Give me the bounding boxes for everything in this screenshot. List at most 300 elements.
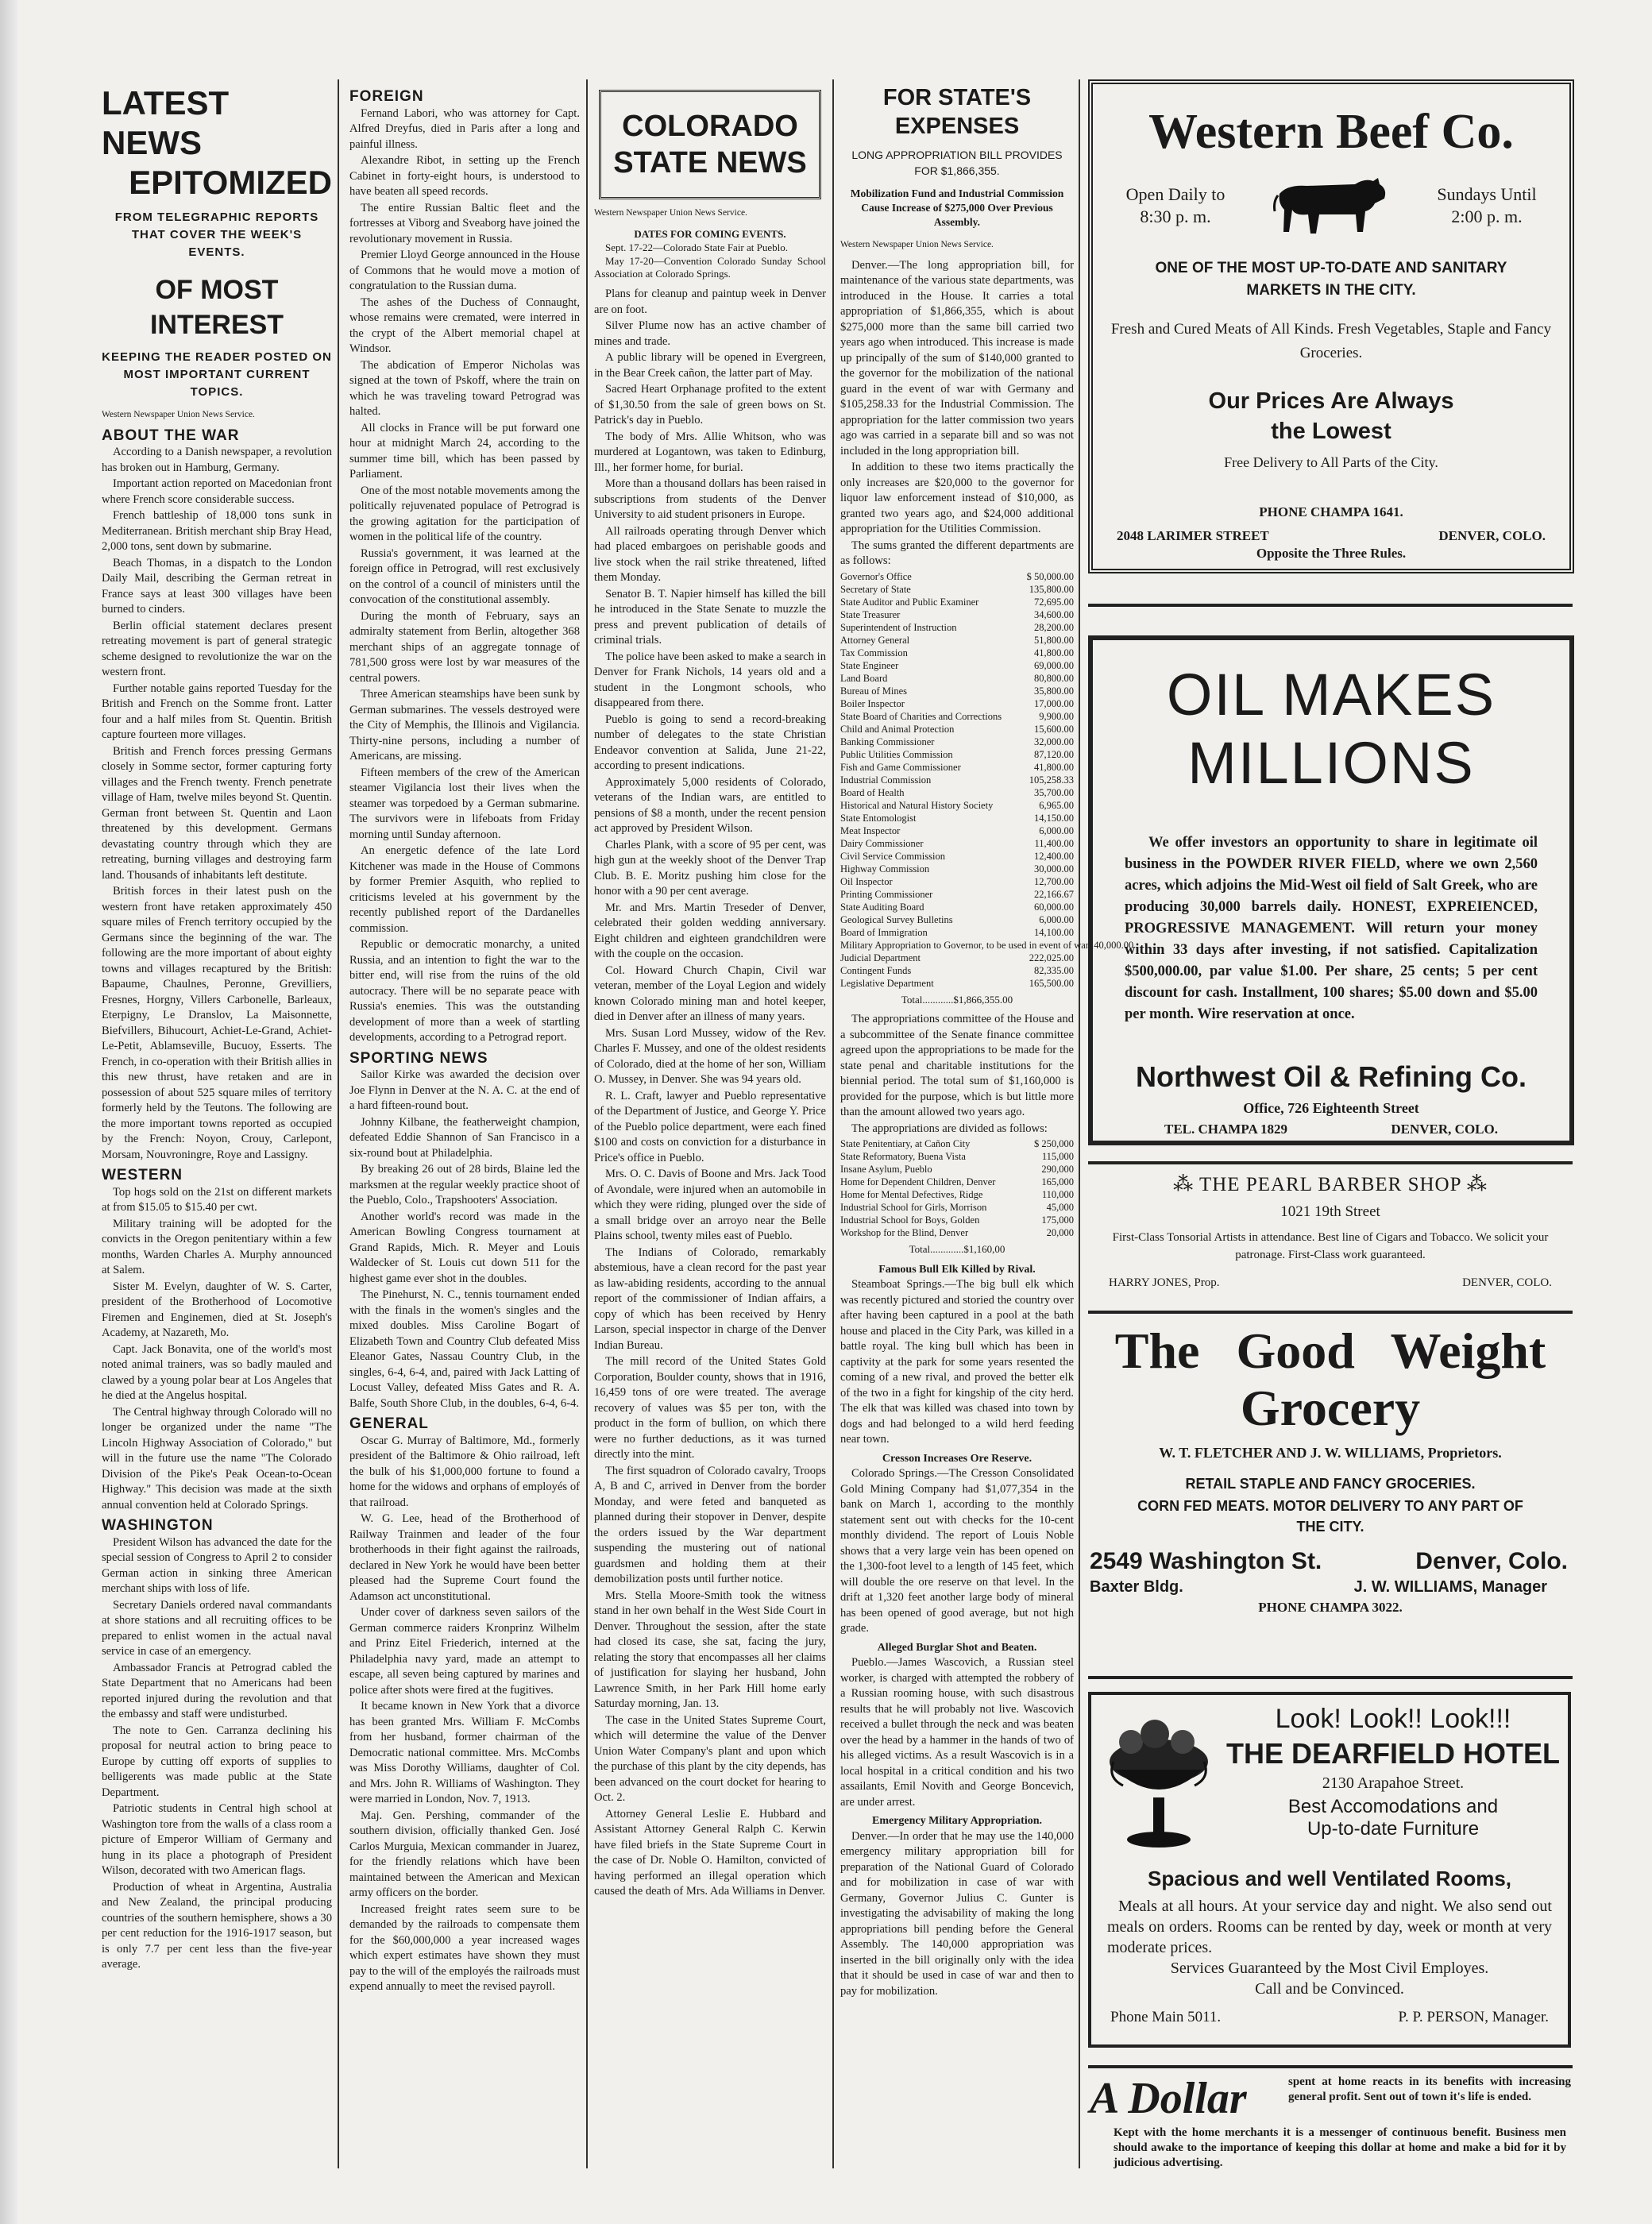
news-item: During the month of February, says an admiralty statement from Berlin, altogether 368 merchant ships of an aggregate tonnage of 781,500 gross were lost by war measures of the central powers. (349, 609, 580, 685)
ad-line-sanitary: ONE OF THE MOST UP-TO-DATE AND SANITARY MARKETS IN THE CITY. (1155, 260, 1507, 299)
story-heading: Emergency Military Appropriation. (872, 1815, 1042, 1827)
section-about-the-war: ABOUT THE WAR (102, 427, 240, 444)
column-latest-news (102, 83, 332, 2164)
section-general: GENERAL (349, 1415, 429, 1432)
ad-city: DENVER, COLO. (1438, 528, 1546, 543)
column-rule (586, 79, 588, 2168)
ad-address: 2048 LARIMER STREET (1117, 528, 1269, 543)
row-amount: 6,000.00 (1039, 824, 1074, 836)
row-amount: 32,000.00 (1034, 736, 1074, 747)
row-amount: 51,800.00 (1034, 634, 1074, 646)
ad-title: Western Beef Co. (1148, 105, 1514, 159)
ad-title-good-weight: The Good Weight (1114, 1322, 1546, 1379)
ad-a-dollar (1090, 2075, 1571, 2170)
ad-good-weight-grocery (1090, 1322, 1571, 1672)
row-label: Board of Health (840, 786, 905, 798)
news-item: A public library will be opened in Evergreen, in the Bear Creek cañon, the latter part of May. (594, 351, 826, 380)
news-item: Under cover of darkness seven sailors of the German commerce raiders Kronprinz Wilhelm and Prinz Eitel Friederich, interned at the Philadelphia navy yard, made an attempt to escape, all seven being captured by marines and police after shots were fired at the fugitives. (349, 1606, 580, 1697)
date-item: May 17-20—Convention Colorado Sunday School Association at Colorado Springs. (594, 255, 826, 280)
news-item: Secretary Daniels ordered naval commandants at shore stations and all recruiting offices to be prepared to enlist women in the actual naval service in case of an emergency. (102, 1598, 332, 1658)
table-row (840, 583, 1074, 596)
news-item: The first squadron of Colorado cavalry, Troops A, B and C, arrived in Denver from the border Monday, and were feted and banqueted as planned during their stopover in Denver, despite the orders issued by the War department suspending the mustering out of national guardsmen and holding them at their demobilization posts until further notice. (594, 1464, 826, 1585)
ad-title-millions: MILLIONS (1187, 730, 1475, 796)
row-label: Military Appropriation to Governor, to be used in event of war (840, 939, 1089, 951)
row-amount: 41,800.00 (1034, 761, 1074, 773)
row-label: Bureau of Mines (840, 685, 908, 697)
news-item: Attorney General Leslie E. Hubbard and Assistant Attorney General Ralph C. Kerwin have filed briefs in the State Supreme Court in the case of Dr. Noble O. Hamilton, convicted of having performed an illegal operation which caused the death of Mrs. Ada Williams in Denver. (594, 1807, 826, 1898)
ad-line-call: Call and be Convinced. (1255, 1980, 1404, 1998)
ad-proprietors: W. T. FLETCHER AND J. W. WILLIAMS, Proprietors. (1159, 1445, 1502, 1461)
section-foreign: FOREIGN (349, 88, 424, 105)
news-item: Ambassador Francis at Petrograd cabled the State Department that no Americans had been reported injured during the revolution and that the embassy and staff were undisturbed. (102, 1661, 332, 1720)
table-row (840, 621, 1074, 634)
ad-building: Baxter Bldg. (1090, 1578, 1183, 1596)
institutions-total: Total.............$1,160,00 (909, 1243, 1005, 1255)
ad-company: Northwest Oil & Refining Co. (1136, 1060, 1527, 1093)
ad-separator (1088, 1311, 1573, 1314)
fruit-bowl-icon (1099, 1706, 1218, 1865)
table-row (840, 1188, 1074, 1201)
table-row (840, 710, 1074, 723)
news-item: The abdication of Emperor Nicholas was signed at the town of Pskoff, where the train on which he was traveling toward Petrograd was halted. (349, 358, 580, 418)
subhead-appropriation: LONG APPROPRIATION BILL PROVIDES FOR $1,866,355. (851, 149, 1063, 177)
row-label: State Treasurer (840, 608, 901, 620)
row-label: Secretary of State (840, 583, 911, 595)
news-item: Steamboat Springs.—The big bull elk which was recently pictured and storied the country over after having been captured in a pool at the bath house and placed in the City Park, was killed in a battle royal. The king bull which has been in captivity at the park for some years resented the coming of a new rival, and proved the better elk of the two in a fight for kingship of the city herd. The elk that was killed was chased into town by dogs and had belonged to a wild herd feeding near town. (840, 1278, 1074, 1446)
news-item: Plans for cleanup and paintup week in Denver are on foot. (594, 288, 826, 316)
news-item: The body of Mrs. Allie Whitson, who was murdered at Logantown, was taken to Edinburg, Ill., her former home, for burial. (594, 430, 826, 474)
news-item: Fernand Labori, who was attorney for Capt. Alfred Dreyfus, died in Paris after a long and painful illness. (349, 106, 580, 151)
news-item: Col. Howard Church Chapin, Civil war veteran, member of the Loyal Legion and widely known Colorado mining man and hotel keeper, died in Denver after an illness of many years. (594, 963, 826, 1023)
ornament-icon: ⁂ (1173, 1174, 1199, 1195)
column-rule (1079, 79, 1080, 2168)
news-item: One of the most notable movements among the politically rejuvenated populace of Petrograd is the growing agitation for the participation of women in the political life of the country. (349, 484, 581, 543)
row-amount: 35,800.00 (1034, 685, 1074, 697)
table-row (840, 952, 1074, 964)
news-item: The sums granted the different departments are as follows: (840, 539, 1074, 567)
news-item: Johnny Kilbane, the featherweight champion, defeated Eddie Shannon of San Francisco in a six-round bout at Philadelphia. (349, 1115, 580, 1160)
page-edge (0, 0, 17, 2224)
row-label: State Auditor and Public Examiner (840, 596, 979, 608)
news-item: All railroads operating through Denver which had placed embargoes on perishable goods and live stock when the rail strike threatened, lifted them Monday. (594, 524, 826, 584)
table-row (840, 1176, 1074, 1188)
ad-hours-weekday: Open Daily to 8:30 p. m. (1125, 184, 1225, 226)
row-label: Geological Survey Bulletins (840, 913, 953, 925)
row-amount: 41,800.00 (1034, 647, 1074, 658)
appropriation-total: Total............$1,866,355.00 (901, 993, 1013, 1006)
row-amount: 28,200.00 (1034, 621, 1074, 633)
news-item: Silver Plume now has an active chamber of mines and trade. (594, 319, 826, 348)
news-service-credit: Western Newspaper Union News Service. (840, 240, 994, 249)
news-item: Senator B. T. Napier himself has killed the bill he introduced in the State Senate to muzzle the press and prevent publication of details of criminal trials. (594, 587, 826, 647)
ad-manager: J. W. WILLIAMS, Manager (1353, 1578, 1547, 1596)
ad-oil-millions (1088, 635, 1574, 1145)
ad-city: Denver, Colo. (1415, 1548, 1568, 1574)
row-amount: 82,335.00 (1034, 964, 1074, 976)
column-foreign-news (349, 89, 580, 2170)
ad-phone: TEL. CHAMPA 1829 (1164, 1122, 1288, 1137)
news-item: It became known in New York that a divorce has been granted Mrs. William F. McCombs from her husband, former chairman of the Democratic national committee. Mrs. McCombs was Miss Dorothy Williams, daughter of Col. and Mrs. John R. Williams of Washington. They were married in London, Nov. 7, 1913. (349, 1700, 580, 1805)
news-item: Premier Lloyd George announced in the House of Commons that he would move a motion of congratulation to the Russian duma. (349, 249, 580, 292)
row-label: Industrial Commission (840, 774, 932, 786)
news-item: Production of wheat in Argentina, Australia and New Zealand, the principal producing countries of the southern hemisphere, shows a 30 per cent reduction for the 1916-1917 season, but is only 7.7 per cent less than the five-year average. (102, 1880, 332, 1971)
row-label: Civil Service Commission (840, 850, 945, 862)
news-item: Capt. Jack Bonavita, one of the world's most noted animal trainers, was so badly mauled and clawed by a young polar bear at Los Angeles that he died at the Angelus hospital. (102, 1342, 332, 1402)
ad-western-beef (1088, 79, 1574, 573)
news-item: The mill record of the United States Gold Corporation, Boulder county, shows that in 1916, 16,459 tons of ore were treated. The average recovery of values was $5 per ton, with the product in the form of bullion, on which there were no further deductions, as it was turned directly into the mint. (594, 1355, 826, 1461)
row-label: Meat Inspector (840, 824, 901, 836)
row-label: Oil Inspector (840, 875, 893, 887)
news-item: Sister M. Evelyn, daughter of W. S. Carter, president of the Brotherhood of Locomotive Firemen and Enginemen, died at St. Joseph's Academy, at Nazareth, Mo. (102, 1280, 332, 1339)
news-item: Maj. Gen. Pershing, commander of the southern division, officially thanked Gen. José Carlos Murguia, Mexican commander in Juarez, for the friendly relations which have been maintained between the American and Mexican army officers on the border. (349, 1809, 580, 1899)
row-label: State Auditing Board (840, 901, 924, 913)
row-label: Attorney General (840, 634, 910, 646)
row-label: State Board of Charities and Corrections (840, 710, 1002, 722)
news-item: Republic or democratic monarchy, a united Russia, and an intention to fight the war to the bitter end, will rise from the ruins of the old autocracy. There will be no separate peace with Russia's enemies. This was the outstanding development of more than a week of startling developments, according to a Petrograd report. (349, 938, 580, 1044)
column-colorado-news (594, 83, 826, 2164)
row-amount: 34,600.00 (1034, 608, 1074, 620)
story-heading: Cresson Increases Ore Reserve. (882, 1452, 1032, 1465)
colorado-state-news-box (599, 90, 821, 199)
row-label: Fish and Game Commissioner (840, 761, 961, 773)
row-amount: 290,000 (1041, 1164, 1074, 1175)
row-label: Boiler Inspector (840, 697, 905, 709)
row-amount: 60,000.00 (1034, 901, 1074, 913)
ad-body: Kept with the home merchants it is a messenger of continuous benefit. Business men should awake to the importance of keeping this dollar at home and make a bid for it by judicious advertising. (1114, 2126, 1566, 2169)
ad-city: DENVER, COLO. (1391, 1122, 1498, 1137)
row-amount: 110,000 (1041, 1189, 1074, 1200)
news-item: The ashes of the Duchess of Connaught, whose remains were cremated, were interred in the crypt of the Albert memorial chapel at Windsor. (349, 295, 580, 355)
news-item: In addition to these two items practically the only increases are $20,000 to the governor for liquor law enforcement instead of $10,000, as granted two years ago, and $24,000 additional appropriation for the Utilities Commission. (840, 461, 1074, 535)
news-service-credit: Western Newspaper Union News Service. (102, 410, 255, 419)
news-item: Denver.—The long appropriation bill, for maintenance of the various state departments, was introduced in the House. It carries a total appropriation of $1,866,355, which is about $275,000 more than the same bill carried two years ago when introduced. This increase is made up principally of the sum of $140,000 granted to the governor for the mobilization of the national guard in the event of war with Germany and $105,258.33 for the Industrial Commission. The appropriation for the latter commission two years ago was carried in a separate bill and so was not included in the long appropriation bill. (840, 258, 1074, 458)
news-item: Pueblo is going to send a record-breaking number of delegates to the state Christian Endeavor convention at Salida, June 21-22, according to present indications. (594, 712, 826, 772)
column-rule (338, 79, 339, 2168)
ad-line-services: Services Guaranteed by the Most Civil Employes. (1170, 1960, 1489, 1977)
news-item: According to a Danish newspaper, a revolution has broken out in Hamburg, Germany. (102, 446, 332, 474)
news-item: Patriotic students in Central high school at Washington tore from the walls of a class room a picture of Emperor William of Germany and hung in its place a photograph of President Wilson, decorated with two American flags. (102, 1802, 332, 1877)
table-row (840, 913, 1074, 926)
news-item: Top hogs sold on the 21st on different markets at from $15.05 to $15.40 per cwt. (102, 1185, 332, 1214)
row-amount: 9,900.00 (1039, 710, 1074, 722)
table-row (840, 786, 1074, 799)
row-label: Public Utilities Commission (840, 748, 953, 760)
row-amount: 87,120.00 (1034, 748, 1074, 760)
news-item: R. L. Craft, lawyer and Pueblo representative of the Department of Justice, and George Y. Price of the Pueblo police department, were each fined $100 and costs on conviction for a disturbance in Price's office in Pueblo. (594, 1089, 826, 1164)
ad-title-oil: OIL MAKES (1166, 662, 1496, 728)
news-item: By breaking 26 out of 28 birds, Blaine led the marksmen at the regular weekly practice shoot of the Pueblo, Colo., Trapshooters' Association. (349, 1163, 580, 1207)
row-amount: 135,800.00 (1029, 583, 1074, 595)
row-label: Judicial Department (840, 952, 921, 963)
row-label: Child and Animal Protection (840, 723, 955, 735)
ad-pearl-barber (1090, 1172, 1571, 1289)
news-item: Russia's government, it was learned at the foreign office in Petrograd, will rest exclusively on the control of a council of ministers until the convocation of the constitutional assembly. (349, 546, 580, 606)
row-amount: 222,025.00 (1029, 952, 1074, 963)
news-item: Denver.—In order that he may use the 140,000 emergency military appropriation bill for preparation of the National Guard of Colorado and for mobilization in case of war with Germany, Governor Julius C. Gunter is investigating the advisability of making the long appropriations bill pending before the General Assembly. The 140,000 appropriation was inserted in the bill originally only with the idea that it should be used in case of war and then to pay for mobilization. (840, 1829, 1074, 1998)
row-amount: 6,965.00 (1039, 799, 1074, 811)
news-item: The Indians of Colorado, remarkably abstemious, have a clean record for the past year as law-abiding residents, according to the annual report of the commissioner of Indian affairs, a copy of which has been received by Henry Larson, special inspector in charge of the Denver Indian Bureau. (594, 1245, 826, 1352)
row-label: Board of Immigration (840, 926, 928, 938)
ad-line-meats: Fresh and Cured Meats of All Kinds. Fresh Vegetables, Staple and Fancy Groceries. (1110, 321, 1552, 361)
row-amount: 115,000 (1041, 1151, 1074, 1162)
table-row (840, 672, 1074, 685)
table-row (840, 685, 1074, 697)
ad-landmark: Opposite the Three Rules. (1256, 546, 1407, 561)
row-amount: 175,000 (1041, 1214, 1074, 1226)
table-row (840, 926, 1074, 939)
news-item: More than a thousand dollars has been raised in subscriptions from students of the Denver University to aid student prisoners in Europe. (594, 477, 827, 521)
news-item: Pueblo.—James Wascovich, a Russian steel worker, is charged with attempted the robbery of a Russian rooming house, with such disastrous results that he will probably not live. Wascovich received a bullet through the neck and was beaten over the head by a hammer in the hands of two of his alleged victims. As a result Wascovich is in a local hospital in a critical condition and his two assailants, Emil Novith and George Boncevich, are under arrest. (840, 1656, 1074, 1809)
ad-line-staple: RETAIL STAPLE AND FANCY GROCERIES. (1185, 1476, 1476, 1492)
table-row (840, 850, 1074, 863)
deck-mobilization: Mobilization Fund and Industrial Commission Cause Increase of $275,000 Over Previous Assembly. (850, 187, 1064, 228)
news-item: Alexandre Ribot, in setting up the French Cabinet in forty-eight hours, is understood to have beaten all speed records. (349, 154, 580, 198)
ad-title: THE PEARL BARBER SHOP (1198, 1174, 1461, 1195)
ad-title: A Dollar (1090, 2074, 1247, 2123)
row-amount: $ 50,000.00 (1026, 570, 1074, 582)
table-row (840, 939, 1134, 952)
news-item: President Wilson has advanced the date for the special session of Congress to April 2 to consider German action in sinking three American merchant ships with loss of life. (102, 1535, 332, 1595)
table-row (840, 761, 1074, 774)
news-item: The appropriations are divided as follows: (851, 1122, 1048, 1135)
table-row (840, 863, 1074, 875)
row-label: Printing Commissioner (840, 888, 933, 900)
row-amount: 80,800.00 (1034, 672, 1074, 684)
news-item: Mrs. O. C. Davis of Boone and Mrs. Jack Tood of Avondale, were injured when an automobile in which they were riding, plunged over the side of a small bridge over an arroyo near the Belle Plains school, twenty miles east of Pueblo. (594, 1168, 826, 1242)
table-row (840, 634, 1074, 647)
news-service-credit: Western Newspaper Union News Service. (594, 208, 747, 218)
row-label: Governor's Office (840, 570, 912, 582)
table-row (840, 875, 1074, 888)
row-label: Tax Commission (840, 647, 908, 658)
ad-line-delivery: Free Delivery to All Parts of the City. (1224, 454, 1438, 470)
date-item: Sept. 17-22—Colorado State Fair at Pueblo. (605, 241, 789, 253)
row-label: Banking Commissioner (840, 736, 935, 747)
row-amount: 45,000 (1046, 1202, 1074, 1213)
news-item: Colorado Springs.—The Cresson Consolidated Gold Mining Company had $1,077,354 in the bank on March 1, according to the monthly statement sent out with checks for the 10-cent monthly dividend. The report of Louis Noble shows that a very large vein has been opened on the 1,300-foot level to a length of 145 feet, which will double the ore reserve on that level. In the drift at 1,320 feet another large body of mineral has been opened of good average, but not high grade. (840, 1467, 1074, 1635)
cow-icon (1272, 170, 1391, 241)
news-item: The Central highway through Colorado will no longer be organized under the name "The Lincoln Highway Association of Colorado," but will in the future use the name "The Colorado Division of the Pike's Peak Ocean-to-Ocean Highway." This decision was made at the sixth annual convention held at Colorado Springs. (102, 1405, 332, 1512)
table-row (840, 977, 1074, 990)
row-label: State Entomologist (840, 812, 917, 824)
row-amount: 14,100.00 (1034, 926, 1074, 938)
ad-phone: PHONE CHAMPA 3022. (1258, 1600, 1403, 1615)
news-item: Mrs. Susan Lord Mussey, widow of the Rev. Charles F. Mussey, and one of the oldest residents of Colorado, died at the home of her son, William O. Mussey, in Denver. She was 94 years old. (594, 1026, 826, 1086)
ornament-icon: ⁂ (1461, 1174, 1488, 1195)
ad-city: DENVER, COLO. (1462, 1276, 1552, 1289)
table-row (840, 901, 1074, 913)
news-item: Increased freight rates seem sure to be demanded by the railroads to compensate them for the $60,000,000 a year increased wages which expert estimates have shown they must pay to the will of the employés the railroads must expend annually to meet the revised payroll. (349, 1902, 580, 1993)
row-label: Home for Dependent Children, Denver (840, 1176, 996, 1187)
table-row (840, 888, 1074, 901)
ad-look: Look! Look!! Look!!! (1275, 1704, 1511, 1734)
table-row (840, 837, 1074, 850)
ad-line-accomodations: Best Accomodations and (1287, 1796, 1499, 1817)
row-label: Home for Mental Defectives, Ridge (840, 1189, 983, 1200)
ad-manager: P. P. PERSON, Manager. (1398, 2009, 1549, 2025)
table-row (840, 812, 1074, 824)
row-label: Workshop for the Blind, Denver (840, 1227, 969, 1238)
row-label: Superintendent of Instruction (840, 621, 957, 633)
ad-line-prices: Our Prices Are Always the Lowest (1208, 388, 1454, 444)
appropriation-table (840, 570, 1134, 990)
row-amount: 14,150.00 (1034, 812, 1074, 824)
subhead-telegraphic: FROM TELEGRAPHIC REPORTS THAT COVER THE WEEK'S EVENTS. (114, 210, 319, 259)
table-row (840, 1163, 1074, 1176)
table-row (840, 1214, 1074, 1226)
row-label: Land Board (840, 672, 888, 684)
ad-body: First-Class Tonsorial Artists in attendance. Best line of Cigars and Tobacco. We solicit your patronage. First-Class work guaranteed. (1112, 1231, 1549, 1261)
news-item: British and French forces pressing Germans closely in Somme sector, former capturing forty villages and the French twenty. French penetrate village of Ham, twelve miles beyond St. Quentin. German front between St. Quentin and Laon threatened by this development. Germans devastating country through which they are retreating, burning villages and destroying farm land. Thousands of inhabitants left destitute. (102, 744, 332, 882)
row-amount: 12,400.00 (1034, 850, 1074, 862)
news-item: Berlin official statement declares present retreating movement is part of general strategic scheme designed to revolutionize the war on the western front. (102, 619, 332, 678)
ad-phone: PHONE CHAMPA 1641. (1259, 504, 1403, 519)
headline-most-interest: OF MOST INTEREST (149, 275, 284, 340)
row-amount: 6,000.00 (1039, 913, 1074, 925)
ad-body: We offer investors an opportunity to share in legitimate oil business in the POWDER RIVER FIELD, where we own 2,560 acres, which adjoins the Mid-West oil field of Salt Greek, who are producing 30,000 barrels daily. HONEST, EXPREIENCED, PROGRESSIVE MANAGEMENT. Will return your money within 33 days after investing, if not satisfied. Capitalization $500,000.00, par value $1.00. Per share, 25 cents; 5 per cent discount for cash. Installment, 100 shares; $5.00 down and $5.00 per month. Wire reservation at once. (1125, 835, 1538, 1022)
news-item: An energetic defence of the late Lord Kitchener was made in the House of Commons by former Premier Asquith, who replied to criticisms leveled at his government by the recently published report of the Dardanelles commission. (349, 844, 580, 935)
ad-address: 2130 Arapahoe Street. (1322, 1774, 1465, 1792)
row-amount: 140,000.00 (1088, 939, 1134, 951)
news-item: Oscar G. Murray of Baltimore, Md., formerly president of the Baltimore & Ohio railroad, left the bulk of his $1,000,000 fortune to found a home for the widows and orphans of employés of that railroad. (349, 1434, 580, 1509)
table-row (840, 748, 1074, 761)
news-item: Mrs. Stella Moore-Smith took the witness stand in her own behalf in the West Side Court in Denver. Throughout the session, after the state had closed its case, she sat, facing the jury, relating the story that encompasses all her claims of justification for slaying her husband, John Lawrence Smith, in her Park Hill home early Saturday morning, Jan. 13. (594, 1589, 826, 1710)
ad-line-rooms: Spacious and well Ventilated Rooms, (1148, 1867, 1511, 1890)
table-row (840, 736, 1074, 748)
news-item: Important action reported on Macedonian front where French score considerable success. (102, 477, 332, 506)
news-item: Sacred Heart Orphanage profited to the extent of $1,30.50 from the sale of green bows on St. Patrick's day in Pueblo. (594, 383, 826, 427)
table-row (840, 799, 1074, 812)
row-amount: 11,400.00 (1034, 837, 1074, 849)
ad-dearfield-hotel (1088, 1692, 1571, 2048)
ad-line-delivery: CORN FED MEATS. MOTOR DELIVERY TO ANY PART OF THE CITY. (1137, 1498, 1523, 1535)
ad-proprietor: HARRY JONES, Prop. (1109, 1276, 1220, 1289)
ad-title-grocery: Grocery (1240, 1380, 1421, 1436)
institutions-table (840, 1137, 1074, 1239)
ad-body-right: spent at home reacts in its benefits with increasing general profit. Sent out of town it's life is ended. (1288, 2075, 1571, 2103)
table-row (840, 659, 1074, 672)
news-item: Another world's record was made in the American Bowling Congress tournament at Grand Rapids, Mich. R. Meyer and Louis Waldecker of St. Louis cut down 511 for the highest game ever shot in the doubles. (349, 1210, 580, 1285)
news-item: The entire Russian Baltic fleet and the fortresses at Viborg and Sveaborg have joined the revolutionary movement in Russia. (349, 201, 580, 245)
table-row (840, 774, 1074, 786)
news-item: Fifteen members of the crew of the American steamer Vigilancia lost their lives when the steamer was torpedoed by a German submarine. The survivors were in lifeboats from Friday morning until Sunday afternoon. (349, 766, 580, 841)
ad-title: THE DEARFIELD HOTEL (1226, 1737, 1560, 1770)
section-washington: WASHINGTON (102, 1517, 214, 1534)
row-amount: 30,000.00 (1034, 863, 1074, 875)
box-title-colorado: COLORADO (622, 110, 798, 143)
row-label: Insane Asylum, Pueblo (840, 1164, 932, 1175)
row-amount: 165,500.00 (1029, 977, 1074, 989)
news-item: The Pinehurst, N. C., tennis tournament ended with the finals in the women's singles and the mixed doubles. Miss Caroline Bogart of Elizabeth Town and Country Club defeated Miss Eleanor Gates, Nassau Country Club, in the singles, 6-4, 6-4, and, paired with Jack Latting of Locust Valley, defeated Miss Gates and R. A. Balfe, South Shore Club, in the doubles, 6-4, 6-4. (349, 1288, 580, 1410)
headline-state-expenses: FOR STATE'S EXPENSES (882, 85, 1032, 139)
news-item: The appropriations committee of the House and a subcommittee of the Senate finance committee agreed upon the appropriations to be made for the state penal and charitable institutions for the biennial period. The total sum of $1,160,000 is provided for the purpose, which is but little more than the amount allowed two years ago. (840, 1013, 1074, 1118)
news-item: Three American steamships have been sunk by German submarines. The vessels destroyed were the City of Memphis, the Illinois and Vigilancia. Thirty-nine persons, including a number of Americans, are missing. (349, 688, 580, 763)
ad-hours-sunday: Sundays Until 2:00 p. m. (1437, 184, 1537, 226)
news-item: French battleship of 18,000 tons sunk in Mediterranean. British merchant ship Bray Head, 2,000 tons, sent down by submarine. (102, 509, 332, 553)
row-label: Industrial School for Girls, Morrison (840, 1202, 987, 1213)
news-item: W. G. Lee, head of the Brotherhood of Railway Trainmen and leader of the four brotherhoods in their fight against the railroads, declared in New York he would have been better pleased had the Supreme Court found the Adamson act unconstitutional. (349, 1512, 580, 1603)
news-item: Charles Plank, with a score of 95 per cent, was high gun at the weekly shoot of the Denver Trap Club. B. E. Moritz pushing him close for the honor with a 90 per cent average. (594, 838, 826, 898)
section-sporting-news: SPORTING NEWS (349, 1049, 488, 1067)
dates-heading: DATES FOR COMING EVENTS. (634, 227, 786, 240)
headline-epitomized: EPITOMIZED (129, 164, 332, 201)
row-amount: 12,700.00 (1034, 875, 1074, 887)
news-item: Sailor Kirke was awarded the decision over Joe Flynn in Denver at the N. A. C. at the end of a hard fifteen-round bout. (349, 1068, 580, 1112)
section-western: WESTERN (102, 1167, 183, 1183)
row-label: State Reformatory, Buena Vista (840, 1151, 966, 1162)
row-label: Industrial School for Boys, Golden (840, 1214, 980, 1226)
ad-address: 2549 Washington St. (1090, 1548, 1322, 1574)
news-item: Approximately 5,000 residents of Colorado, veterans of the Indian wars, are entitled to pensions of $8 a month, under the recent pension act approved by President Wilson. (594, 775, 826, 835)
box-title-state-news: STATE NEWS (613, 146, 807, 180)
row-label: Legislative Department (840, 977, 934, 989)
ad-body: Meals at all hours. At your service day and night. We also send out meals on orders. Rooms can be rented by day, week or month at very moderate prices. (1107, 1898, 1552, 1956)
row-amount: 15,600.00 (1034, 723, 1074, 735)
news-item: All clocks in France will be put forward one hour at midnight March 24, according to the summer time bill, which has been passed by Parliament. (349, 421, 580, 481)
column-rule (832, 79, 834, 2168)
news-item: Mr. and Mrs. Martin Treseder of Denver, celebrated their golden wedding anniversary. Eight children and eighteen grandchildren were with the couple on the occasion. (594, 901, 826, 960)
news-item: The note to Gen. Carranza declining his proposal for neutral action to bring peace to Europe by cutting off exports of supplies to belligerents was made public at the State Department. (102, 1724, 332, 1799)
table-row (840, 647, 1074, 659)
row-amount: 17,000.00 (1034, 697, 1074, 709)
subhead-keeping-posted: KEEPING THE READER POSTED ON MOST IMPORTANT CURRENT TOPICS. (102, 350, 332, 399)
ad-phone: Phone Main 5011. (1110, 2009, 1222, 2025)
row-amount: 20,000 (1046, 1227, 1074, 1238)
table-row (840, 596, 1074, 608)
ad-separator (1088, 2065, 1573, 2068)
table-row (840, 964, 1074, 977)
story-heading: Alleged Burglar Shot and Beaten. (877, 1641, 1037, 1654)
table-row (840, 697, 1074, 710)
row-amount: 22,166.67 (1034, 888, 1074, 900)
row-amount: 72,695.00 (1034, 596, 1074, 608)
ad-office: Office, 726 Eighteenth Street (1243, 1100, 1419, 1116)
row-label: Historical and Natural History Society (840, 799, 994, 811)
table-row (840, 570, 1074, 583)
ad-address: 1021 19th Street (1280, 1203, 1380, 1220)
ad-separator (1088, 1161, 1573, 1164)
row-label: Contingent Funds (840, 964, 912, 976)
ad-separator (1088, 1676, 1573, 1679)
ad-separator (1088, 604, 1573, 607)
row-amount: $ 250,000 (1034, 1138, 1074, 1149)
table-row (840, 608, 1074, 621)
headline-latest-news: LATEST NEWS (102, 84, 230, 161)
row-amount: 69,000.00 (1034, 659, 1074, 671)
news-item: The case in the United States Supreme Court, which will determine the value of the Denver Union Water Company's plant and upon which the purchase of this plant by the city depends, has been advanced on the court docket for hearing to Oct. 2. (594, 1713, 826, 1804)
row-amount: 105,258.33 (1029, 774, 1074, 786)
row-amount: 35,700.00 (1034, 786, 1074, 798)
news-item: Beach Thomas, in a dispatch to the London Daily Mail, describing the German retreat in France says at least 300 villages have been burned to cinders. (102, 556, 332, 616)
table-row (840, 1201, 1074, 1214)
row-amount: 165,000 (1041, 1176, 1074, 1187)
news-item: Military training will be adopted for the convicts in the Oregon penitentiary within a few months, Warden Charles A. Murphy announced at Salem. (102, 1217, 332, 1276)
table-row (840, 824, 1074, 837)
column-state-expenses (840, 83, 1134, 2164)
row-label: Highway Commission (840, 863, 930, 875)
story-heading: Famous Bull Elk Killed by Rival. (878, 1263, 1036, 1276)
table-row (840, 723, 1074, 736)
news-item: The police have been asked to make a search in Denver for Frank Nichols, 14 years old and a student in the Longmont schools, who disappeared from there. (594, 650, 826, 709)
table-row (840, 1226, 1074, 1239)
row-label: State Penitentiary, at Cañon City (840, 1138, 971, 1149)
table-row (840, 1137, 1074, 1150)
table-row (840, 1150, 1074, 1163)
row-label: State Engineer (840, 659, 899, 671)
news-item: Further notable gains reported Tuesday for the British and French on the Somme front. Latter four and a half miles from St. Quentin. British capture fourteen more villages. (102, 681, 332, 741)
news-item: British forces in their latest push on the western front have retaken approximately 450 square miles of French territory occupied by the Germans since the beginning of the war. The following are the more important of about eighty towns and villages recaptured by the British: Bapaume, Chaulnes, Peronne, Grevilliers, Fresnes, Horgny, Villers Carbonelle, Barleaux, Eterpigny, Le Dranslov, La Maisonnette, Biefvillers, Bihucourt, Achiet-Le-Grand, Achiet-Le-Petit, Ablamseville, Bucuoy, Esserts. The French, in co-operation with their British allies in this new thrust, have retaken and are in possession of about 525 square miles of territory formerly held by the Teutons. The following are the more important towns reported as occupied by the French: Noyon, Crouy, Carlepont, Morsam, Nouvroningre, Roye and Lassigny. (102, 885, 332, 1161)
row-label: Dairy Commissioner (840, 837, 924, 849)
